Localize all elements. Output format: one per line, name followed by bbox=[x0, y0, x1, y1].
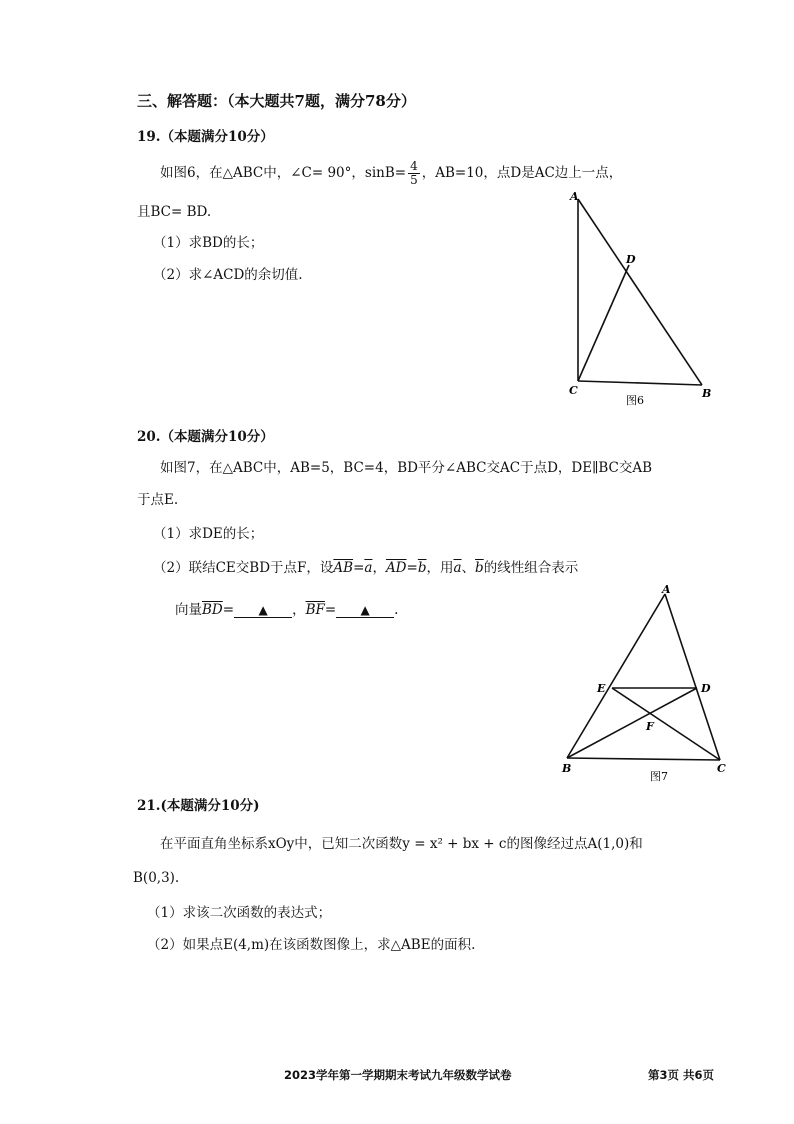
period: . bbox=[394, 602, 399, 618]
segment-cd bbox=[578, 265, 629, 381]
footer-page-number: 第3页 共6页 bbox=[648, 1068, 715, 1082]
fraction-denominator: 5 bbox=[410, 173, 418, 187]
segment-ac bbox=[665, 594, 720, 760]
answer-blank-bf[interactable]: ▲ bbox=[336, 603, 394, 618]
answer-blank-bd[interactable]: ▲ bbox=[234, 603, 292, 618]
fig6-label-a: A bbox=[570, 190, 579, 203]
q20-line1: 如图7，在△ABC中，AB=5，BC=4，BD平分∠ABC交AC于点D，DE∥BC交AB bbox=[160, 460, 652, 476]
q21-part1: （1）求该二次函数的表达式； bbox=[147, 905, 332, 921]
figure-7 bbox=[552, 580, 732, 785]
figure-6 bbox=[560, 185, 730, 415]
fig7-label-a: A bbox=[662, 583, 671, 596]
segment-cb bbox=[578, 381, 702, 385]
q19-line2: 且BC= BD. bbox=[137, 204, 212, 220]
segment-ab bbox=[567, 594, 665, 758]
vector-a-ref: $\overline{a}$ bbox=[453, 560, 462, 576]
segment-bd bbox=[567, 688, 697, 758]
fig6-label-d: D bbox=[626, 253, 636, 266]
vector-ad: $\overline{AD}$ bbox=[385, 560, 407, 576]
segment-ec bbox=[612, 688, 720, 760]
segment-ab bbox=[578, 199, 702, 385]
q21-line2: B(0,3). bbox=[133, 870, 180, 886]
vector-bf: $\overline{BF}$ bbox=[305, 602, 325, 618]
q20-part1: （1）求DE的长； bbox=[153, 526, 264, 542]
comma: ， bbox=[292, 602, 306, 618]
vector-ab: $\overline{AB}$ bbox=[333, 560, 354, 576]
q20-part2-b: ，用 bbox=[426, 560, 454, 576]
fig7-label-c: C bbox=[717, 762, 726, 775]
fig6-caption: 图6 bbox=[626, 394, 644, 407]
q19-title: 19.（本题满分10分） bbox=[137, 129, 274, 145]
segment-bc bbox=[567, 758, 720, 760]
q19-line1 bbox=[160, 160, 622, 187]
footer-exam-title: 2023学年第一学期期末考试九年级数学试卷 bbox=[284, 1068, 512, 1082]
q21-line1: 在平面直角坐标系xOy中，已知二次函数y = x² + bx + c的图像经过点A(1,0)和 bbox=[160, 836, 643, 852]
fig7-label-b: B bbox=[562, 762, 572, 775]
fig7-caption: 图7 bbox=[650, 770, 668, 783]
q20-part2 bbox=[153, 556, 578, 576]
q19-part2: （2）求∠ACD的余切值. bbox=[153, 267, 303, 283]
vector-b: $\overline{b}$ bbox=[417, 560, 427, 576]
section-title: 三、解答题：（本大题共7题，满分78分） bbox=[137, 92, 416, 110]
comma: ， bbox=[372, 560, 386, 576]
vector-b-ref: $\overline{b}$ bbox=[475, 560, 484, 576]
vector-a: $\overline{a}$ bbox=[364, 560, 373, 576]
q20-part2-a: （2）联结CE交BD于点F，设 bbox=[153, 560, 334, 576]
fig6-label-b: B bbox=[702, 387, 712, 400]
q19-line1-a: 如图6，在△ABC中，∠C= 90°，sinB= bbox=[160, 165, 407, 181]
q21-part2: （2）如果点E(4,m)在该函数图像上，求△ABE的面积. bbox=[147, 937, 476, 953]
answer-prefix: 向量 bbox=[175, 602, 202, 618]
q19-line1-b: ，AB=10，点D是AC边上一点， bbox=[421, 165, 623, 181]
vector-bd: $\overline{BD}$ bbox=[202, 602, 223, 618]
eq-sign: = bbox=[406, 560, 418, 576]
q20-answer-line bbox=[175, 598, 398, 618]
eq-sign: = bbox=[324, 602, 337, 618]
fig7-label-f: F bbox=[646, 720, 654, 733]
q21-title: 21.(本题满分10分) bbox=[137, 798, 260, 814]
q20-line2: 于点E. bbox=[137, 492, 179, 508]
eq-sign: = bbox=[222, 602, 235, 618]
q19-part1: （1）求BD的长； bbox=[153, 235, 264, 251]
q20-part2-c: 的线性组合表示 bbox=[483, 560, 579, 576]
fig7-label-d: D bbox=[701, 682, 711, 695]
eq-sign: = bbox=[353, 560, 365, 576]
separator: 、 bbox=[461, 560, 476, 576]
fig7-label-e: E bbox=[597, 682, 606, 695]
sinb-fraction bbox=[408, 160, 420, 187]
fig6-label-c: C bbox=[569, 384, 578, 397]
q20-title: 20.（本题满分10分） bbox=[137, 429, 274, 445]
fraction-numerator: 4 bbox=[410, 159, 418, 173]
